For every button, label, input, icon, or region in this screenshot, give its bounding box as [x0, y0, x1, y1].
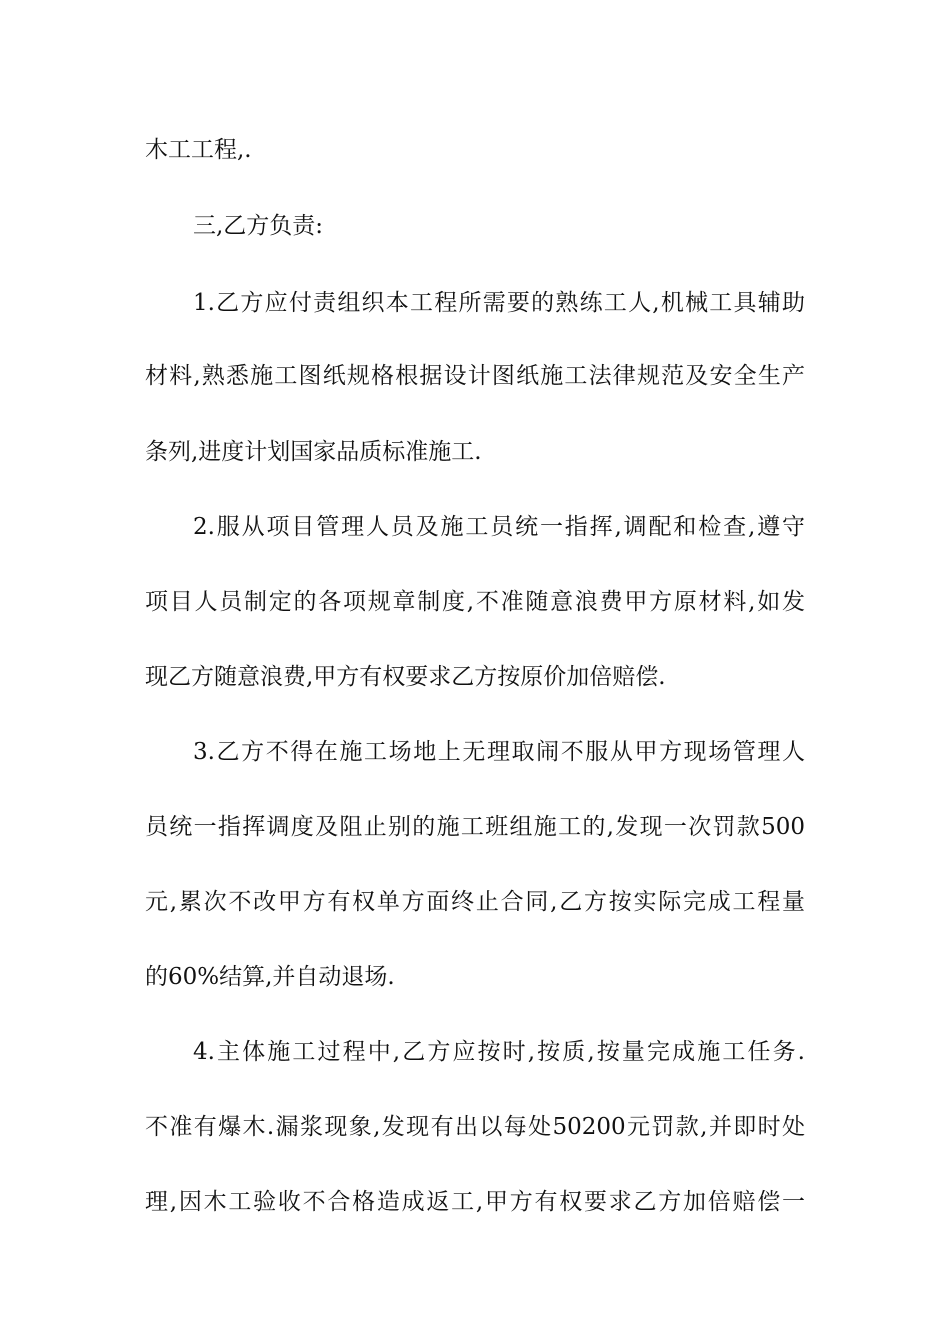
- text-line: 1.乙方应付责组织本工程所需要的熟练工人,机械工具辅助: [193, 290, 805, 316]
- text-line: 员统一指挥调度及阻止别的施工班组施工的,发现一次罚款500: [145, 814, 805, 840]
- text-line: 4.主体施工过程中,乙方应按时,按质,按量完成施工任务.: [193, 1039, 805, 1065]
- text-line: 材料,熟悉施工图纸规格根据设计图纸施工法律规范及安全生产: [145, 363, 805, 389]
- text-line: 现乙方随意浪费,甲方有权要求乙方按原价加倍赔偿.: [145, 664, 666, 690]
- text-line: 条列,进度计划国家品质标准施工.: [145, 439, 482, 465]
- text-line: 木工工程,.: [145, 137, 252, 163]
- text-line: 元,累次不改甲方有权单方面终止合同,乙方按实际完成工程量: [145, 889, 805, 915]
- section-heading: 三,乙方负责:: [193, 213, 324, 239]
- text-line: 3.乙方不得在施工场地上无理取闹不服从甲方现场管理人: [193, 739, 805, 765]
- text-line: 2.服从项目管理人员及施工员统一指挥,调配和检查,遵守: [193, 514, 805, 540]
- text-line: 理,因木工验收不合格造成返工,甲方有权要求乙方加倍赔偿一: [145, 1189, 805, 1215]
- text-line: 不准有爆木.漏浆现象,发现有出以每处50200元罚款,并即时处: [145, 1114, 805, 1140]
- text-line: 项目人员制定的各项规章制度,不准随意浪费甲方原材料,如发: [145, 589, 805, 615]
- text-line: 的60%结算,并自动退场.: [145, 964, 395, 990]
